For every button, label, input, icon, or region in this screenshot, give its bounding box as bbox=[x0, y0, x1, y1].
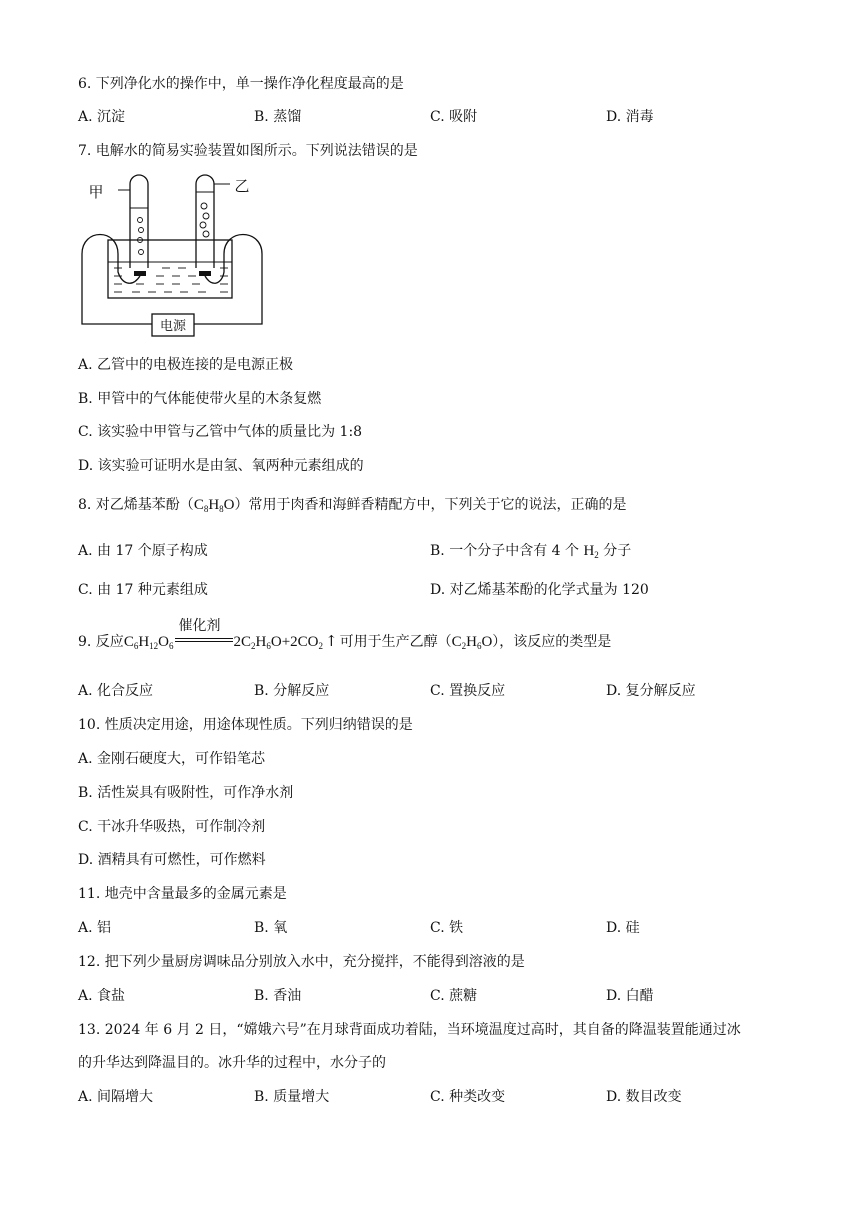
q9-prefix: 9. 反应 bbox=[78, 634, 124, 650]
catalyst-arrow bbox=[175, 618, 233, 650]
question-12-stem: 12. 把下列少量厨房调味品分别放入水中，充分搅拌，不能得到溶液的是 bbox=[78, 954, 525, 970]
formula-products: $2C_2H_6O+2CO_2$ bbox=[233, 634, 324, 651]
tube-label-jia: 甲 bbox=[88, 183, 104, 201]
q13-option-a: A. 间隔增大 bbox=[78, 1089, 154, 1105]
question-10-stem: 10. 性质决定用途，用途体现性质。下列归纳错误的是 bbox=[78, 717, 413, 733]
q9-option-a: A. 化合反应 bbox=[78, 683, 154, 699]
electrolysis-apparatus-figure bbox=[74, 168, 274, 346]
q10-option-b: B. 活性炭具有吸附性，可作净水剂 bbox=[78, 785, 294, 801]
formula-c8h8o: $C_8H_8O$ bbox=[193, 497, 235, 514]
q13-option-d: D. 数目改变 bbox=[606, 1089, 682, 1105]
q9-end: ），该反应的类型是 bbox=[492, 634, 612, 650]
q8-option-b-start: B. 一个分子中含有 4 个 bbox=[430, 543, 579, 559]
gas-up-arrow-icon: ↑ bbox=[325, 632, 338, 650]
q8-option-b bbox=[430, 541, 631, 561]
q7-option-c: C. 该实验中甲管与乙管中气体的质量比为 1:8 bbox=[78, 424, 363, 440]
q9-option-d: D. 复分解反应 bbox=[606, 683, 696, 699]
q7-option-d: D. 该实验可证明水是由氢、氧两种元素组成的 bbox=[78, 458, 364, 474]
q6-option-a: A. 沉淀 bbox=[78, 109, 126, 125]
q9-option-b: B. 分解反应 bbox=[254, 683, 330, 699]
q7-option-a: A. 乙管中的电极连接的是电源正极 bbox=[78, 357, 294, 373]
q12-option-b: B. 香油 bbox=[254, 988, 302, 1004]
q9-mid: 可用于生产乙醇（ bbox=[339, 634, 452, 650]
q13-option-b: B. 质量增大 bbox=[254, 1089, 330, 1105]
q12-option-a: A. 食盐 bbox=[78, 988, 126, 1004]
q8-option-c: C. 由 17 种元素组成 bbox=[78, 582, 208, 598]
q11-option-b: B. 氧 bbox=[254, 920, 288, 936]
q11-option-d: D. 硅 bbox=[606, 920, 640, 936]
q9-option-c: C. 置换反应 bbox=[430, 683, 506, 699]
q6-option-d: D. 消毒 bbox=[606, 109, 654, 125]
question-7-stem: 7. 电解水的简易实验装置如图所示。下列说法错误的是 bbox=[78, 143, 418, 159]
q8-option-a: A. 由 17 个原子构成 bbox=[78, 543, 208, 559]
question-11-stem: 11. 地壳中含量最多的金属元素是 bbox=[78, 886, 287, 902]
q6-option-c: C. 吸附 bbox=[430, 109, 478, 125]
q11-option-c: C. 铁 bbox=[430, 920, 464, 936]
formula-glucose: $C_6H_{12}O_6$ bbox=[123, 634, 174, 651]
q12-option-c: C. 蔗糖 bbox=[430, 988, 478, 1004]
question-6-stem: 6. 下列净化水的操作中，单一操作净化程度最高的是 bbox=[78, 76, 404, 92]
formula-h2: $H_2$ bbox=[583, 543, 599, 560]
catalyst-label: 催化剂 bbox=[178, 618, 221, 634]
question-13-stem-line-2: 的升华达到降温目的。冰升华的过程中，水分子的 bbox=[78, 1055, 386, 1071]
q12-option-d: D. 白醋 bbox=[606, 988, 654, 1004]
q8-stem-end: ）常用于肉香和海鲜香精配方中，下列关于它的说法，正确的是 bbox=[234, 497, 627, 513]
q10-option-d: D. 酒精具有可燃性，可作燃料 bbox=[78, 852, 266, 868]
q13-option-c: C. 种类改变 bbox=[430, 1089, 506, 1105]
q7-option-b: B. 甲管中的气体能使带火星的木条复燃 bbox=[78, 391, 322, 407]
q6-option-b: B. 蒸馏 bbox=[254, 109, 302, 125]
question-8-stem bbox=[78, 495, 627, 515]
q8-option-b-end: 分子 bbox=[603, 543, 632, 559]
question-13-stem-line-1: 13. 2024 年 6 月 2 日，“嫦娥六号”在月球背面成功着陆，当环境温度过高时，其自备的降温装置能通过冰 bbox=[78, 1022, 741, 1038]
question-9-stem bbox=[78, 618, 612, 652]
power-source-label: 电源 bbox=[159, 319, 187, 334]
tube-label-yi: 乙 bbox=[234, 177, 250, 195]
q8-stem-start: 8. 对乙烯基苯酚（ bbox=[78, 497, 194, 513]
q10-option-c: C. 干冰升华吸热，可作制冷剂 bbox=[78, 819, 266, 835]
formula-ethanol: $C_2H_6O$ bbox=[451, 634, 493, 651]
q10-option-a: A. 金刚石硬度大，可作铅笔芯 bbox=[78, 751, 266, 767]
q8-option-d: D. 对乙烯基苯酚的化学式量为 120 bbox=[430, 582, 649, 598]
q11-option-a: A. 铝 bbox=[78, 920, 112, 936]
